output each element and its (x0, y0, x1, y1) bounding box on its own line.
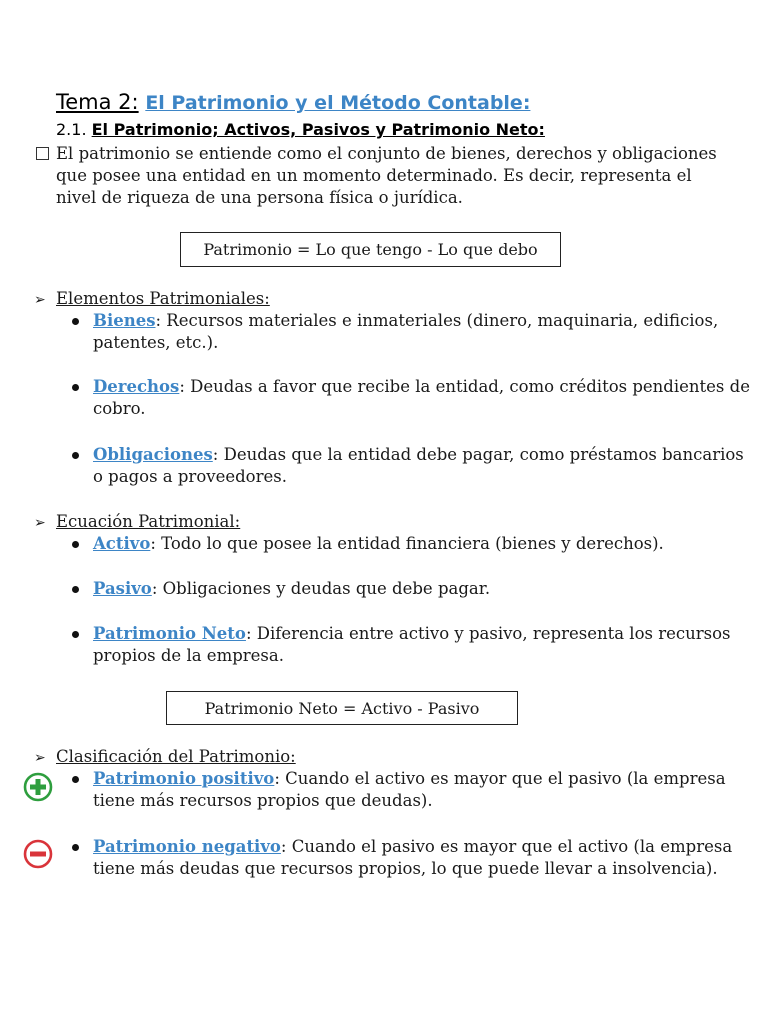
section-heading-ecuacion (34, 511, 240, 534)
section-heading-label: Elementos Patrimoniales: (56, 289, 270, 308)
arrow-bullet-icon: ➢ (34, 292, 46, 308)
plus-circle-icon (23, 772, 53, 802)
checkbox-icon[interactable] (36, 147, 49, 160)
term-link-pasivo[interactable]: Pasivo (93, 579, 152, 598)
item-description: : Recursos materiales e inmateriales (dinero, maquinaria, edificios, patentes, etc.). (93, 311, 719, 352)
list-item-activo (93, 533, 753, 555)
subtitle-number: 2.1. (56, 120, 87, 139)
list-item-obligaciones (93, 444, 753, 488)
term-link-patrimonio-negativo[interactable]: Patrimonio negativo (93, 837, 281, 856)
title-main: El Patrimonio y el Método Contable: (145, 92, 531, 114)
page-title (56, 88, 530, 117)
item-description: : Todo lo que posee la entidad financiera (bienes y derechos). (150, 534, 664, 553)
arrow-bullet-icon: ➢ (34, 515, 46, 531)
term-link-patrimonio-neto[interactable]: Patrimonio Neto (93, 624, 246, 643)
term-link-obligaciones[interactable]: Obligaciones (93, 445, 213, 464)
bullet-icon (72, 384, 79, 391)
formula-box-patrimonio: Patrimonio = Lo que tengo - Lo que debo (180, 232, 561, 267)
term-link-activo[interactable]: Activo (93, 534, 151, 553)
item-description: : Diferencia entre activo y pasivo, representa los recursos propios de la empresa. (93, 624, 731, 665)
item-description: : Cuando el activo es mayor que el pasivo (la empresa tiene más recursos propios que deudas). (93, 769, 726, 810)
item-description: : Deudas a favor que recibe la entidad, como créditos pendientes de cobro. (93, 377, 750, 418)
bullet-icon (72, 541, 79, 548)
list-item-derechos (93, 376, 753, 420)
section-subtitle (56, 119, 545, 141)
bullet-icon (72, 844, 79, 851)
list-item-patrimonio-negativo (93, 836, 753, 880)
section-heading-label: Clasificación del Patrimonio: (56, 747, 296, 766)
bullet-icon (72, 318, 79, 325)
bullet-icon (72, 452, 79, 459)
list-item-patrimonio-neto (93, 623, 753, 667)
section-heading-label: Ecuación Patrimonial: (56, 512, 241, 531)
intro-paragraph: El patrimonio se entiende como el conjunto de bienes, derechos y obligaciones que posee una entidad en un momento determinado. Es decir, representa el nivel de riqueza de una persona física o jurídica. (56, 144, 717, 207)
term-link-bienes[interactable]: Bienes (93, 311, 156, 330)
subtitle-text: El Patrimonio; Activos, Pasivos y Patrimonio Neto: (91, 120, 545, 139)
formula-box-patrimonio-neto: Patrimonio Neto = Activo - Pasivo (166, 691, 518, 725)
term-link-derechos[interactable]: Derechos (93, 377, 180, 396)
term-link-patrimonio-positivo[interactable]: Patrimonio positivo (93, 769, 275, 788)
bullet-icon (72, 631, 79, 638)
item-description: : Cuando el pasivo es mayor que el activo (la empresa tiene más deudas que recursos propios, lo que puede llevar a insolvencia). (93, 837, 733, 878)
item-description: : Obligaciones y deudas que debe pagar. (151, 579, 491, 598)
bullet-icon (72, 586, 79, 593)
list-item-pasivo (93, 578, 753, 600)
section-heading-clasificacion (34, 746, 296, 769)
section-heading-elementos (34, 288, 270, 311)
item-description: : Deudas que la entidad debe pagar, como préstamos bancarios o pagos a proveedores. (93, 445, 744, 486)
list-item-bienes (93, 310, 753, 354)
list-item-patrimonio-positivo (93, 768, 753, 812)
bullet-icon (72, 776, 79, 783)
title-prefix: Tema 2: (56, 90, 139, 114)
minus-circle-icon (23, 839, 53, 869)
arrow-bullet-icon: ➢ (34, 750, 46, 766)
